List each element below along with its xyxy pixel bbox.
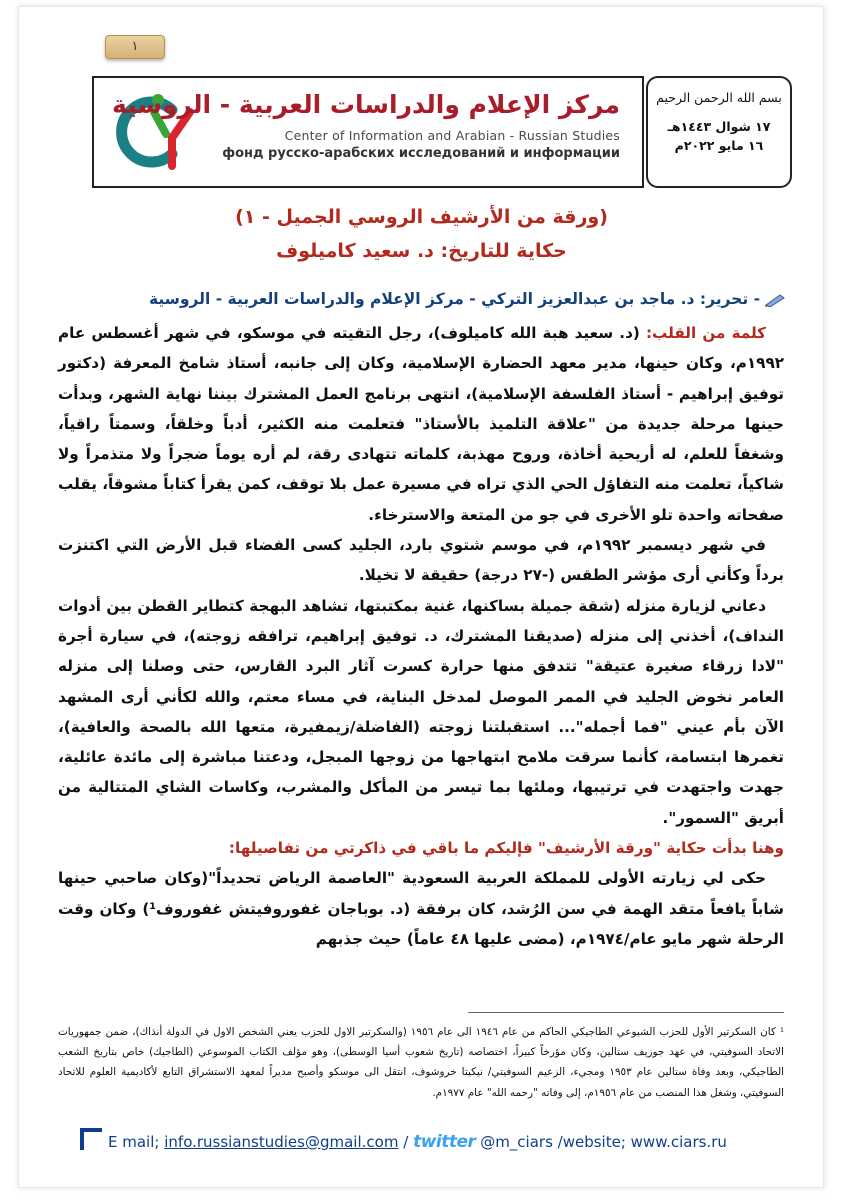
email-label: E mail; <box>108 1133 160 1151</box>
paragraph-lead: كلمة من القلب: <box>645 324 766 342</box>
highlight-paragraph: وهنا بدأت حكاية "ورقة الأرشيف" فإليكم ما باقي في ذاكرتي من تفاصيلها: <box>228 839 784 858</box>
article-title: (ورقة من الأرشيف الروسي الجميل - ١) <box>235 206 608 228</box>
date-box <box>646 76 792 188</box>
pen-icon <box>764 293 786 307</box>
header-logo-box <box>92 76 644 188</box>
footnote: ¹ كان السكرتير الأول للحزب الشيوعي الطاجيكي الحاكم من عام ١٩٤٦ الى عام ١٩٥٦ (والسكرتير الاول للحزب يعني الشخص الاول في الدولة أنذاك)، ضمن جمهوريات الاتحاد السوفيتي، في عهد جوزيف ستالين، وكان مؤرخاً كبيراً، اختصاصه (تاريخ شعوب أسيا الوسطى)، وهو مؤلف الكتاب الموسوعي (الطاجيك) خاص بتاريخ الشعب الطاجيكي، وبعد وفاة ستالين عام ١٩٥٣ ومجيء، الزعيم السوفيتي/ نيكيتا خروشوف، انتقل الى موسكو وأصبح مديراً لمعهد الاستشراق التابع لأكاديمية العلوم للاتحاد السوفيتي، وشغل هذا المنصب من عام ١٩٥٦م، إلى وفاته "رحمه الله" عام ١٩٧٧م. <box>58 1026 785 1099</box>
basmala: بسم الله الرحمن الرحيم <box>656 90 782 105</box>
gregorian-date: ١٦ مايو ٢٠٢٢م <box>674 138 764 153</box>
paragraph: دعاني لزيارة منزله (شقة جميلة بساكنها، غنية بمكتبتها، تشاهد البهجة كتطاير القطن بين أدوات النداف)، أخذني إلى منزله (صديقنا المشترك، د. توفيق إبراهيم، ترافقه زوجته)، في سيارة أجرة "لادا زرقاء صغيرة عتيقة" تتدفق منها حرارة كسرت آثار البرد القارس، حتى وصلنا إلى منزله العامر نخوض الجليد في الممر الموصل لمدخل البناية، في مساء معتم، والله لكأني أرى المشهد الآن بأم عيني "فما أجمله"... استقبلتنا زوجته (الفاضلة/زيمفيرة، متعها الله بالصحة والعافية)، تغمرها ابتسامة، كأنما سرقت ملامح ابتهاجها من زوجها المبجل، ودعتنا مباشرة إلى مائدة عائلية، جهدت واجتهدت في ترتيبها، وملئها بما تيسر من المأكل والمشرب، وكاسات الشاي المتتالية من أبريق "السمور". <box>58 596 784 827</box>
paragraph: حكى لي زيارته الأولى للمملكة العربية السعودية "العاصمة الرياض تحديداً"(وكان صاحبي حينها شاباً يافعاً متقد الهمة في سن الرُشد، كان برفقة (د. بوباجان غفوروفيتش غفوروف¹) وكان وقت الرحلة شهر مايو عام/١٩٧٤م، (مضى عليها ٤٨ عاماً) حيث جذبهم <box>58 869 784 948</box>
footer-corner-decoration <box>80 1128 102 1150</box>
footer-separator: / <box>403 1133 409 1151</box>
email-link[interactable]: info.russianstudies@gmail.com <box>164 1133 399 1151</box>
footer <box>80 1128 786 1158</box>
page-number-badge: ١ <box>105 35 165 59</box>
paragraph <box>58 318 784 530</box>
article-titles <box>60 200 783 268</box>
article-body <box>58 318 784 954</box>
byline <box>60 290 786 308</box>
center-name-russian: фонд русско-арабских исследований и информации <box>222 146 620 161</box>
paragraph-text: (د. سعيد هبة الله كاميلوف)، رجل التقيته في موسكو، في شهر أغسطس عام ١٩٩٢م، وكان حينها، مدير معهد الحضارة الإسلامية، وكان إلى جانبه، أستاذ شامخ المعرفة (دكتور توفيق إبراهيم - أستاذ الفلسفة الإسلامية)، انتهى برنامج العمل المشترك بيننا نهاية الشهر، وبدأت حينها مرحلة جديدة من "علاقة التلميذ بالأستاذ" فتعلمت منه الكثير، أدباً وخلقاً، وسمتاً راقياً، وشغفاً للعلم، له أريحية أخاذة، وروح مهذبة، كلماته تتهادى رقة، لم أره يوماً ضجراً ولا متذمراً ولا شاكياً، تعلمت منه التفاؤل الحي الذي تراه في مسيرة عمل بلا توقف، كمن يقرأ كتاباً مشوقاً، يقلب صفحاته واحدة تلو الأخرى في جو من المتعة والاسترخاء. <box>58 324 784 524</box>
article-subtitle: حكاية للتاريخ: د. سعيد كاميلوف <box>276 240 567 262</box>
footer-contact-line <box>108 1132 727 1152</box>
footnote-divider <box>468 1012 784 1013</box>
twitter-handle[interactable]: @m_ciars <box>480 1133 553 1151</box>
byline-text: - تحرير: د. ماجد بن عبدالعزيز التركي - مركز الإعلام والدراسات العربية - الروسية <box>148 290 760 308</box>
twitter-logo-icon[interactable]: twitter <box>413 1132 476 1152</box>
hijri-date: ١٧ شوال ١٤٤٣هـ <box>667 119 771 134</box>
center-name-arabic: مركز الإعلام والدراسات العربية - الروسية <box>112 90 620 119</box>
website-text[interactable]: /website; www.ciars.ru <box>557 1133 727 1151</box>
paragraph: في شهر ديسمبر ١٩٩٢م، في موسم شتوي بارد، الجليد كسى الفضاء قبل الأرض التي اكتنزت برداً وكأني أرى مؤشر الطقس (-٢٧ درجة) حقيقة لا تخيلا. <box>58 536 784 585</box>
center-name-english: Center of Information and Arabian - Russian Studies <box>284 128 620 143</box>
